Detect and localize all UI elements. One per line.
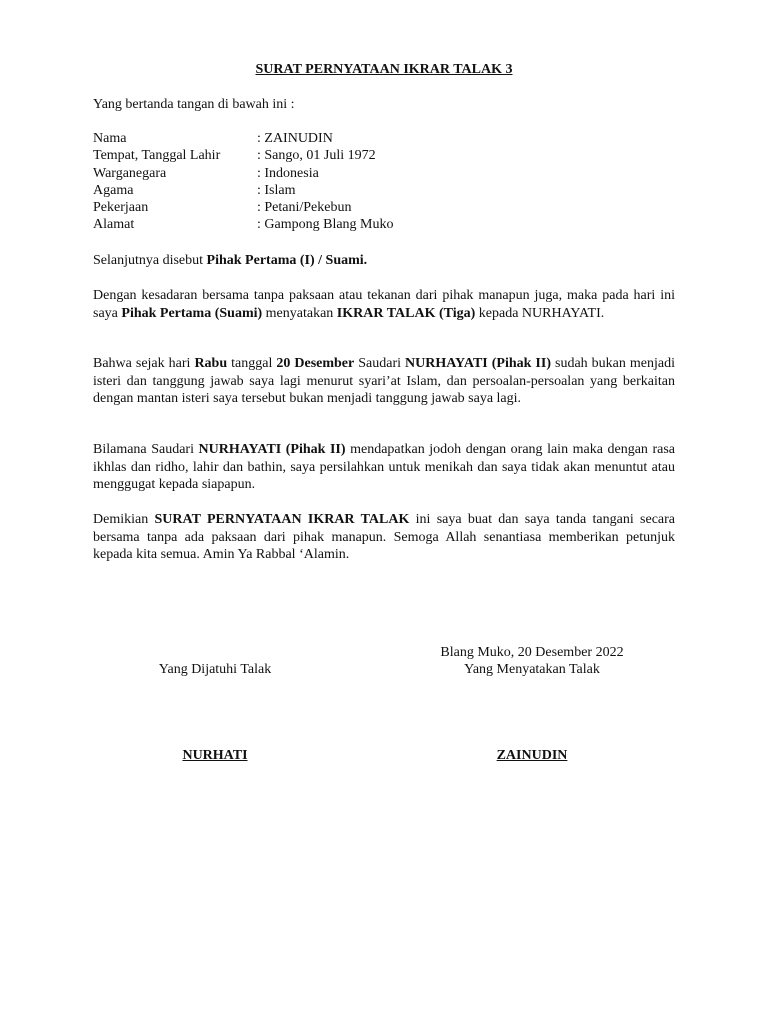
text-run: Bilamana Saudari xyxy=(93,442,199,457)
identity-label: Warganegara xyxy=(93,165,167,181)
identity-label: Tempat, Tanggal Lahir xyxy=(93,148,221,164)
text-run: kepada NURHAYATI. xyxy=(475,305,605,321)
identity-label: Pekerjaan xyxy=(93,200,149,216)
intro-text: Yang bertanda tangan di bawah ini : xyxy=(93,97,295,112)
signatory-right-name: ZAINUDIN xyxy=(496,748,568,763)
text-run: mendapatkan jodoh dengan orang lain maka dengan rasa ikhlas dan ridho, lahir dan bathin, saya persilahkan untuk menikah dan saya tidak akan menuntut atau menggugat kepada siapapun. xyxy=(93,442,675,493)
bold-run: Pihak Pertama (I) / Suami. xyxy=(206,253,368,268)
signatory-left-role: Yang Dijatuhi Talak xyxy=(158,662,272,677)
paragraph-party-designation xyxy=(93,252,675,270)
bold-run: Pihak Pertama (Suami) xyxy=(121,305,263,321)
identity-row-nama xyxy=(93,130,394,147)
bold-run: Rabu xyxy=(194,356,228,371)
identity-table xyxy=(93,130,394,234)
bold-run: SURAT PERNYATAAN IKRAR TALAK xyxy=(154,512,410,527)
identity-row-address xyxy=(93,216,394,233)
paragraph-effective-date xyxy=(93,355,675,408)
text-run: sudah bukan menjadi isteri dan tanggung jawab saya lagi menurut syari’at Islam, dan persoalan-persoalan yang berkaitan dengan mantan isteri saya tersebut bukan menjadi tanggung jawab saya lagi. xyxy=(93,356,675,407)
bold-run: NURHAYATI (Pihak II) xyxy=(198,442,346,457)
text-run: Selanjutnya disebut xyxy=(93,253,207,268)
bold-run: 20 Desember xyxy=(276,356,355,371)
identity-value: : ZAINUDIN xyxy=(257,131,333,146)
identity-label: Alamat xyxy=(93,217,135,233)
document-title: SURAT PERNYATAAN IKRAR TALAK 3 xyxy=(255,62,513,77)
paragraph-remarriage xyxy=(93,441,675,494)
identity-row-occupation xyxy=(93,199,394,216)
place-and-date: Blang Muko, 20 Desember 2022 xyxy=(440,645,624,660)
text-run: ini saya buat dan saya tanda tangani secara bersama tanpa ada paksaan dari pihak manapun. Semoga Allah senantiasa memberikan petunjuk kepada kita semua. Amin Ya Rabbal ‘Alamin. xyxy=(93,512,675,563)
identity-value: : Islam xyxy=(257,182,296,198)
text-run: Bahwa sejak hari xyxy=(93,356,195,371)
text-run: Saudari xyxy=(354,356,406,371)
identity-row-birth xyxy=(93,147,394,164)
identity-label: Nama xyxy=(93,131,127,146)
signatory-left-name: NURHATI xyxy=(182,748,248,763)
identity-value: : Gampong Blang Muko xyxy=(257,217,394,233)
identity-value: : Petani/Pekebun xyxy=(257,200,352,216)
identity-row-citizenship xyxy=(93,165,394,182)
text-run: tanggal xyxy=(227,356,277,371)
identity-value: : Indonesia xyxy=(257,165,319,181)
text-run: Demikian xyxy=(93,512,155,527)
identity-value: : Sango, 01 Juli 1972 xyxy=(257,148,376,164)
identity-label: Agama xyxy=(93,182,134,198)
text-run: menyatakan xyxy=(262,305,337,321)
text-run: Dengan kesadaran bersama tanpa paksaan atau tekanan dari pihak manapun juga, maka pada hari ini saya xyxy=(93,288,675,321)
paragraph-closing xyxy=(93,511,675,564)
identity-row-religion xyxy=(93,182,394,199)
bold-run: IKRAR TALAK (Tiga) xyxy=(336,305,476,321)
signatory-right-role: Yang Menyatakan Talak xyxy=(464,662,600,677)
paragraph-declaration xyxy=(93,287,675,322)
bold-run: NURHAYATI (Pihak II) xyxy=(405,356,551,371)
